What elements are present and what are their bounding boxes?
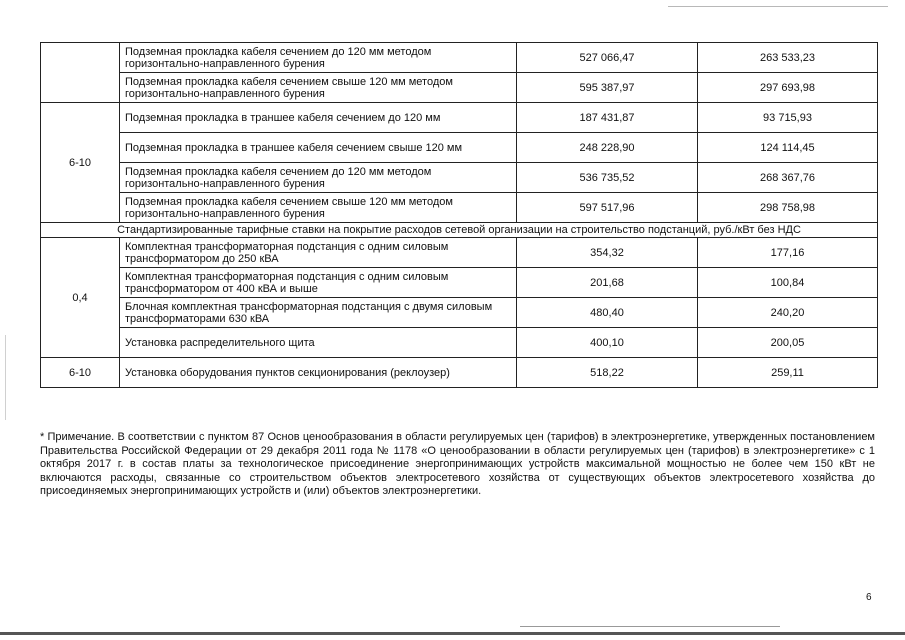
rate-value: 201,68: [517, 268, 698, 298]
table-row: [41, 298, 878, 328]
row-description: Установка распределительного щита: [120, 328, 517, 358]
rate-value: 297 693,98: [698, 73, 878, 103]
table-row: [41, 358, 878, 388]
row-description: Подземная прокладка кабеля сечением свыше 120 мм методом горизонтально-направленного бурения: [120, 73, 517, 103]
table-row: [41, 238, 878, 268]
scan-edge-line: [668, 6, 888, 7]
rate-value: 400,10: [517, 328, 698, 358]
rate-value: 200,05: [698, 328, 878, 358]
table-row: [41, 73, 878, 103]
rate-value: 124 114,45: [698, 133, 878, 163]
footnote-text: * Примечание. В соответствии с пунктом 87 Основ ценообразования в области регулируемых цен (тарифов) в электроэнергетике, утвержденных постановлением Правительства Российской Федерации от 29 декабря 2011 года № 1178 «О ценообразовании в области регулируемых цен (тарифов) в электроэнергетике» с 1 октября 2017 г. в состав платы за технологическое присоединение энергопринимающих устройств максимальной мощностью не более чем 150 кВт не включаются расходы, связанные со строительством объектов электросетевого хозяйства от существующих объектов электросетевого хозяйства до присоединяемых энергопринимающих устройств и (или) объектов электроэнергетики.: [40, 431, 875, 497]
table-row: [41, 163, 878, 193]
rate-value: 597 517,96: [517, 193, 698, 223]
row-description: Комплектная трансформаторная подстанция с одним силовым трансформатором от 400 кВА и выше: [120, 268, 517, 298]
row-description: Подземная прокладка в траншее кабеля сечением до 120 мм: [120, 103, 517, 133]
scan-margin-line: [5, 335, 6, 420]
rate-value: 177,16: [698, 238, 878, 268]
rate-value: 527 066,47: [517, 43, 698, 73]
rate-value: 518,22: [517, 358, 698, 388]
rate-value: 240,20: [698, 298, 878, 328]
rate-value: 298 758,98: [698, 193, 878, 223]
rate-value: 263 533,23: [698, 43, 878, 73]
scan-edge-line: [0, 632, 905, 635]
row-description: Блочная комплектная трансформаторная подстанция с двумя силовым трансформаторами 630 кВА: [120, 298, 517, 328]
row-description: Установка оборудования пунктов секционирования (реклоузер): [120, 358, 517, 388]
voltage-cell-empty: [41, 43, 120, 103]
rate-value: 100,84: [698, 268, 878, 298]
rate-value: 268 367,76: [698, 163, 878, 193]
rate-value: 93 715,93: [698, 103, 878, 133]
table-row: [41, 133, 878, 163]
row-description: Подземная прокладка кабеля сечением свыше 120 мм методом горизонтально-направленного бурения: [120, 193, 517, 223]
voltage-cell: 6-10: [41, 358, 120, 388]
rate-value: 480,40: [517, 298, 698, 328]
table-row: [41, 43, 878, 73]
row-description: Подземная прокладка кабеля сечением до 120 мм методом горизонтально-направленного бурения: [120, 43, 517, 73]
rate-value: 595 387,97: [517, 73, 698, 103]
table-row: [41, 193, 878, 223]
rate-value: 536 735,52: [517, 163, 698, 193]
tariff-table: [40, 42, 878, 388]
rate-value: 259,11: [698, 358, 878, 388]
row-description: Комплектная трансформаторная подстанция с одним силовым трансформатором до 250 кВА: [120, 238, 517, 268]
section-header-row: [41, 223, 878, 238]
row-description: Подземная прокладка кабеля сечением до 120 мм методом горизонтально-направленного бурения: [120, 163, 517, 193]
voltage-cell: 0,4: [41, 238, 120, 358]
table-row: [41, 328, 878, 358]
rate-value: 248 228,90: [517, 133, 698, 163]
voltage-cell: 6-10: [41, 103, 120, 223]
rate-value: 354,32: [517, 238, 698, 268]
section-header: Стандартизированные тарифные ставки на покрытие расходов сетевой организации на строительство подстанций, руб./кВт без НДС: [41, 223, 878, 238]
scan-edge-line: [520, 626, 780, 627]
rate-value: 187 431,87: [517, 103, 698, 133]
table-row: [41, 268, 878, 298]
table-row: [41, 103, 878, 133]
row-description: Подземная прокладка в траншее кабеля сечением свыше 120 мм: [120, 133, 517, 163]
page-number: 6: [866, 592, 872, 603]
